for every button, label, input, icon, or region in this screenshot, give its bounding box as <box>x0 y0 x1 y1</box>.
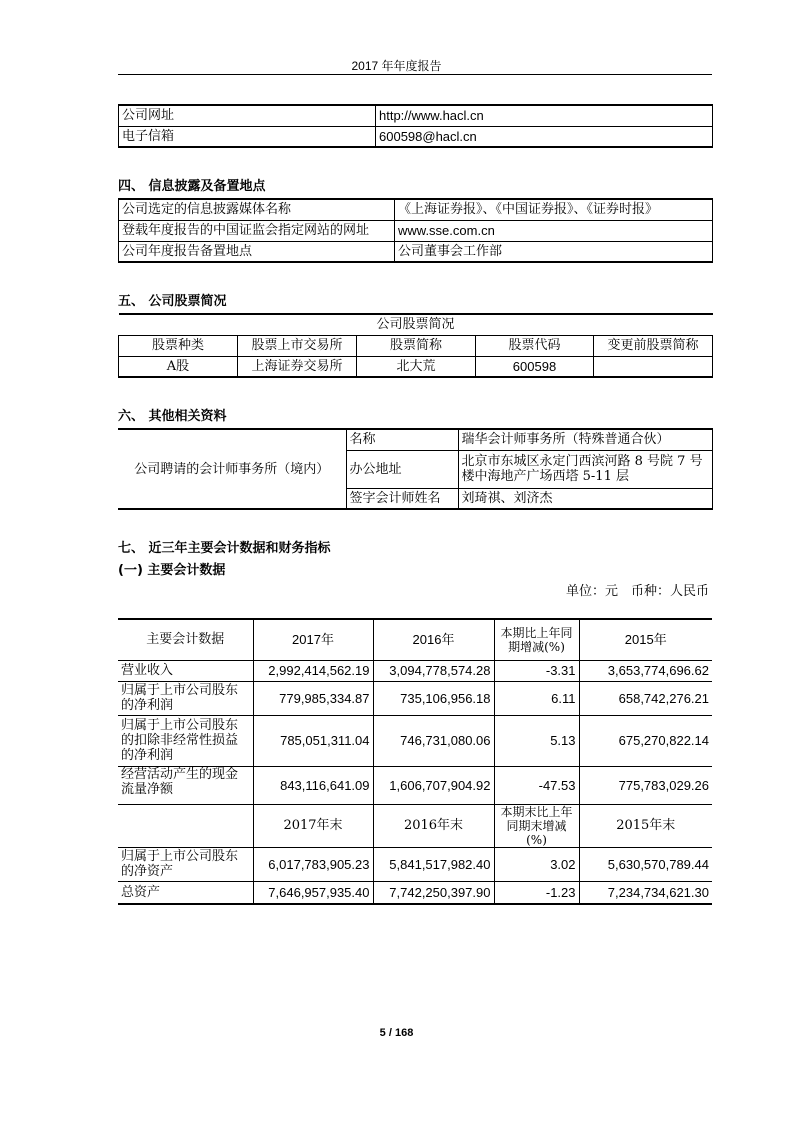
stock-header: 变更前股票简称 <box>594 335 713 356</box>
fin-value-2017: 2,992,414,562.19 <box>253 660 373 681</box>
auditor-left-label: 公司聘请的会计师事务所（境内） <box>118 429 346 509</box>
stock-exchange: 上海证券交易所 <box>238 356 357 377</box>
page-header: 2017 年年度报告 <box>351 59 442 73</box>
stock-code: 600598 <box>476 356 594 377</box>
table-row <box>118 681 712 715</box>
fin-value-change: -47.53 <box>494 766 579 804</box>
fin-row-label: 经营活动产生的现金流量净额 <box>118 766 253 804</box>
fin-value-2017: 843,116,641.09 <box>253 766 373 804</box>
fin-value-change: 3.02 <box>494 847 579 881</box>
financial-table <box>118 618 712 905</box>
fin-value-2017: 7,646,957,935.40 <box>253 881 373 904</box>
stock-header: 股票代码 <box>476 335 594 356</box>
fin-value-2015: 775,783,029.26 <box>579 766 712 804</box>
fin-header-2016: 2016年 <box>373 619 494 660</box>
email-label: 电子信箱 <box>119 126 376 147</box>
fin-header-2015: 2015年 <box>579 619 712 660</box>
disclosure-table <box>118 198 713 263</box>
auditor-name-value: 瑞华会计师事务所（特殊普通合伙） <box>458 429 712 450</box>
stock-former-name <box>594 356 713 377</box>
fin-value-2016: 746,731,080.06 <box>373 715 494 766</box>
table-row <box>118 881 712 904</box>
unit-label: 单位：元 币种：人民币 <box>565 584 709 599</box>
table-row <box>118 715 712 766</box>
section6-title: 六、 其他相关资料 <box>118 409 227 424</box>
fin-value-2015: 675,270,822.14 <box>579 715 712 766</box>
header-divider <box>118 74 712 75</box>
stock-short-name: 北大荒 <box>357 356 476 377</box>
stock-table <box>118 313 713 378</box>
fin-row-label: 归属于上市公司股东的净利润 <box>118 681 253 715</box>
auditor-address-label: 办公地址 <box>346 450 458 488</box>
stock-header: 股票简称 <box>357 335 476 356</box>
fin-value-change: -1.23 <box>494 881 579 904</box>
fin-value-2017: 779,985,334.87 <box>253 681 373 715</box>
auditor-table <box>118 428 713 510</box>
website-label: 公司网址 <box>119 105 376 126</box>
fin-header2-2015: 2015年末 <box>579 804 712 847</box>
website-designated-value: www.sse.com.cn <box>395 220 713 241</box>
fin-header-2017: 2017年 <box>253 619 373 660</box>
section5-title: 五、 公司股票简况 <box>118 294 227 309</box>
fin-value-2015: 5,630,570,789.44 <box>579 847 712 881</box>
email-value: 600598@hacl.cn <box>376 126 713 147</box>
stock-header: 股票上市交易所 <box>238 335 357 356</box>
stock-type: A股 <box>119 356 238 377</box>
auditor-address-value: 北京市东城区永定门西滨河路 8 号院 7 号楼中海地产广场西塔 5-11 层 <box>458 450 712 488</box>
fin-header2-label <box>118 804 253 847</box>
auditor-signers-value: 刘琦祺、刘济杰 <box>458 488 712 509</box>
stock-table-title: 公司股票简况 <box>119 314 713 335</box>
website-value: http://www.hacl.cn <box>376 105 713 126</box>
fin-header-change: 本期比上年同期增减(%) <box>494 619 579 660</box>
media-label: 公司选定的信息披露媒体名称 <box>119 199 395 220</box>
fin-value-2017: 6,017,783,905.23 <box>253 847 373 881</box>
section7-title: 七、 近三年主要会计数据和财务指标 <box>118 541 331 556</box>
table-row <box>118 766 712 804</box>
fin-value-2016: 3,094,778,574.28 <box>373 660 494 681</box>
page-number: 5 / 168 <box>379 1027 414 1039</box>
fin-header2-2017: 2017年末 <box>253 804 373 847</box>
media-value: 《上海证券报》、《中国证券报》、《证券时报》 <box>395 199 713 220</box>
fin-value-2017: 785,051,311.04 <box>253 715 373 766</box>
website-designated-label: 登载年度报告的中国证监会指定网站的网址 <box>119 220 395 241</box>
fin-value-2016: 5,841,517,982.40 <box>373 847 494 881</box>
report-location-label: 公司年度报告备置地点 <box>119 241 395 262</box>
fin-value-2016: 735,106,956.18 <box>373 681 494 715</box>
table-row <box>118 847 712 881</box>
contact-table <box>118 104 713 148</box>
fin-header2-2016: 2016年末 <box>373 804 494 847</box>
fin-value-change: -3.31 <box>494 660 579 681</box>
fin-value-2016: 7,742,250,397.90 <box>373 881 494 904</box>
fin-row-label: 营业收入 <box>118 660 253 681</box>
fin-row-label: 归属于上市公司股东的扣除非经常性损益的净利润 <box>118 715 253 766</box>
fin-row-label: 归属于上市公司股东的净资产 <box>118 847 253 881</box>
fin-value-2016: 1,606,707,904.92 <box>373 766 494 804</box>
fin-value-2015: 7,234,734,621.30 <box>579 881 712 904</box>
section4-title: 四、 信息披露及备置地点 <box>118 179 266 194</box>
fin-row-label: 总资产 <box>118 881 253 904</box>
auditor-name-label: 名称 <box>346 429 458 450</box>
fin-value-change: 5.13 <box>494 715 579 766</box>
fin-value-2015: 658,742,276.21 <box>579 681 712 715</box>
auditor-signers-label: 签字会计师姓名 <box>346 488 458 509</box>
fin-header2-change: 本期末比上年同期末增减(%) <box>494 804 579 847</box>
fin-value-change: 6.11 <box>494 681 579 715</box>
section7-subtitle: (一) 主要会计数据 <box>118 563 226 578</box>
fin-value-2015: 3,653,774,696.62 <box>579 660 712 681</box>
fin-header-label: 主要会计数据 <box>118 619 253 660</box>
table-row <box>118 660 712 681</box>
report-location-value: 公司董事会工作部 <box>395 241 713 262</box>
stock-header: 股票种类 <box>119 335 238 356</box>
